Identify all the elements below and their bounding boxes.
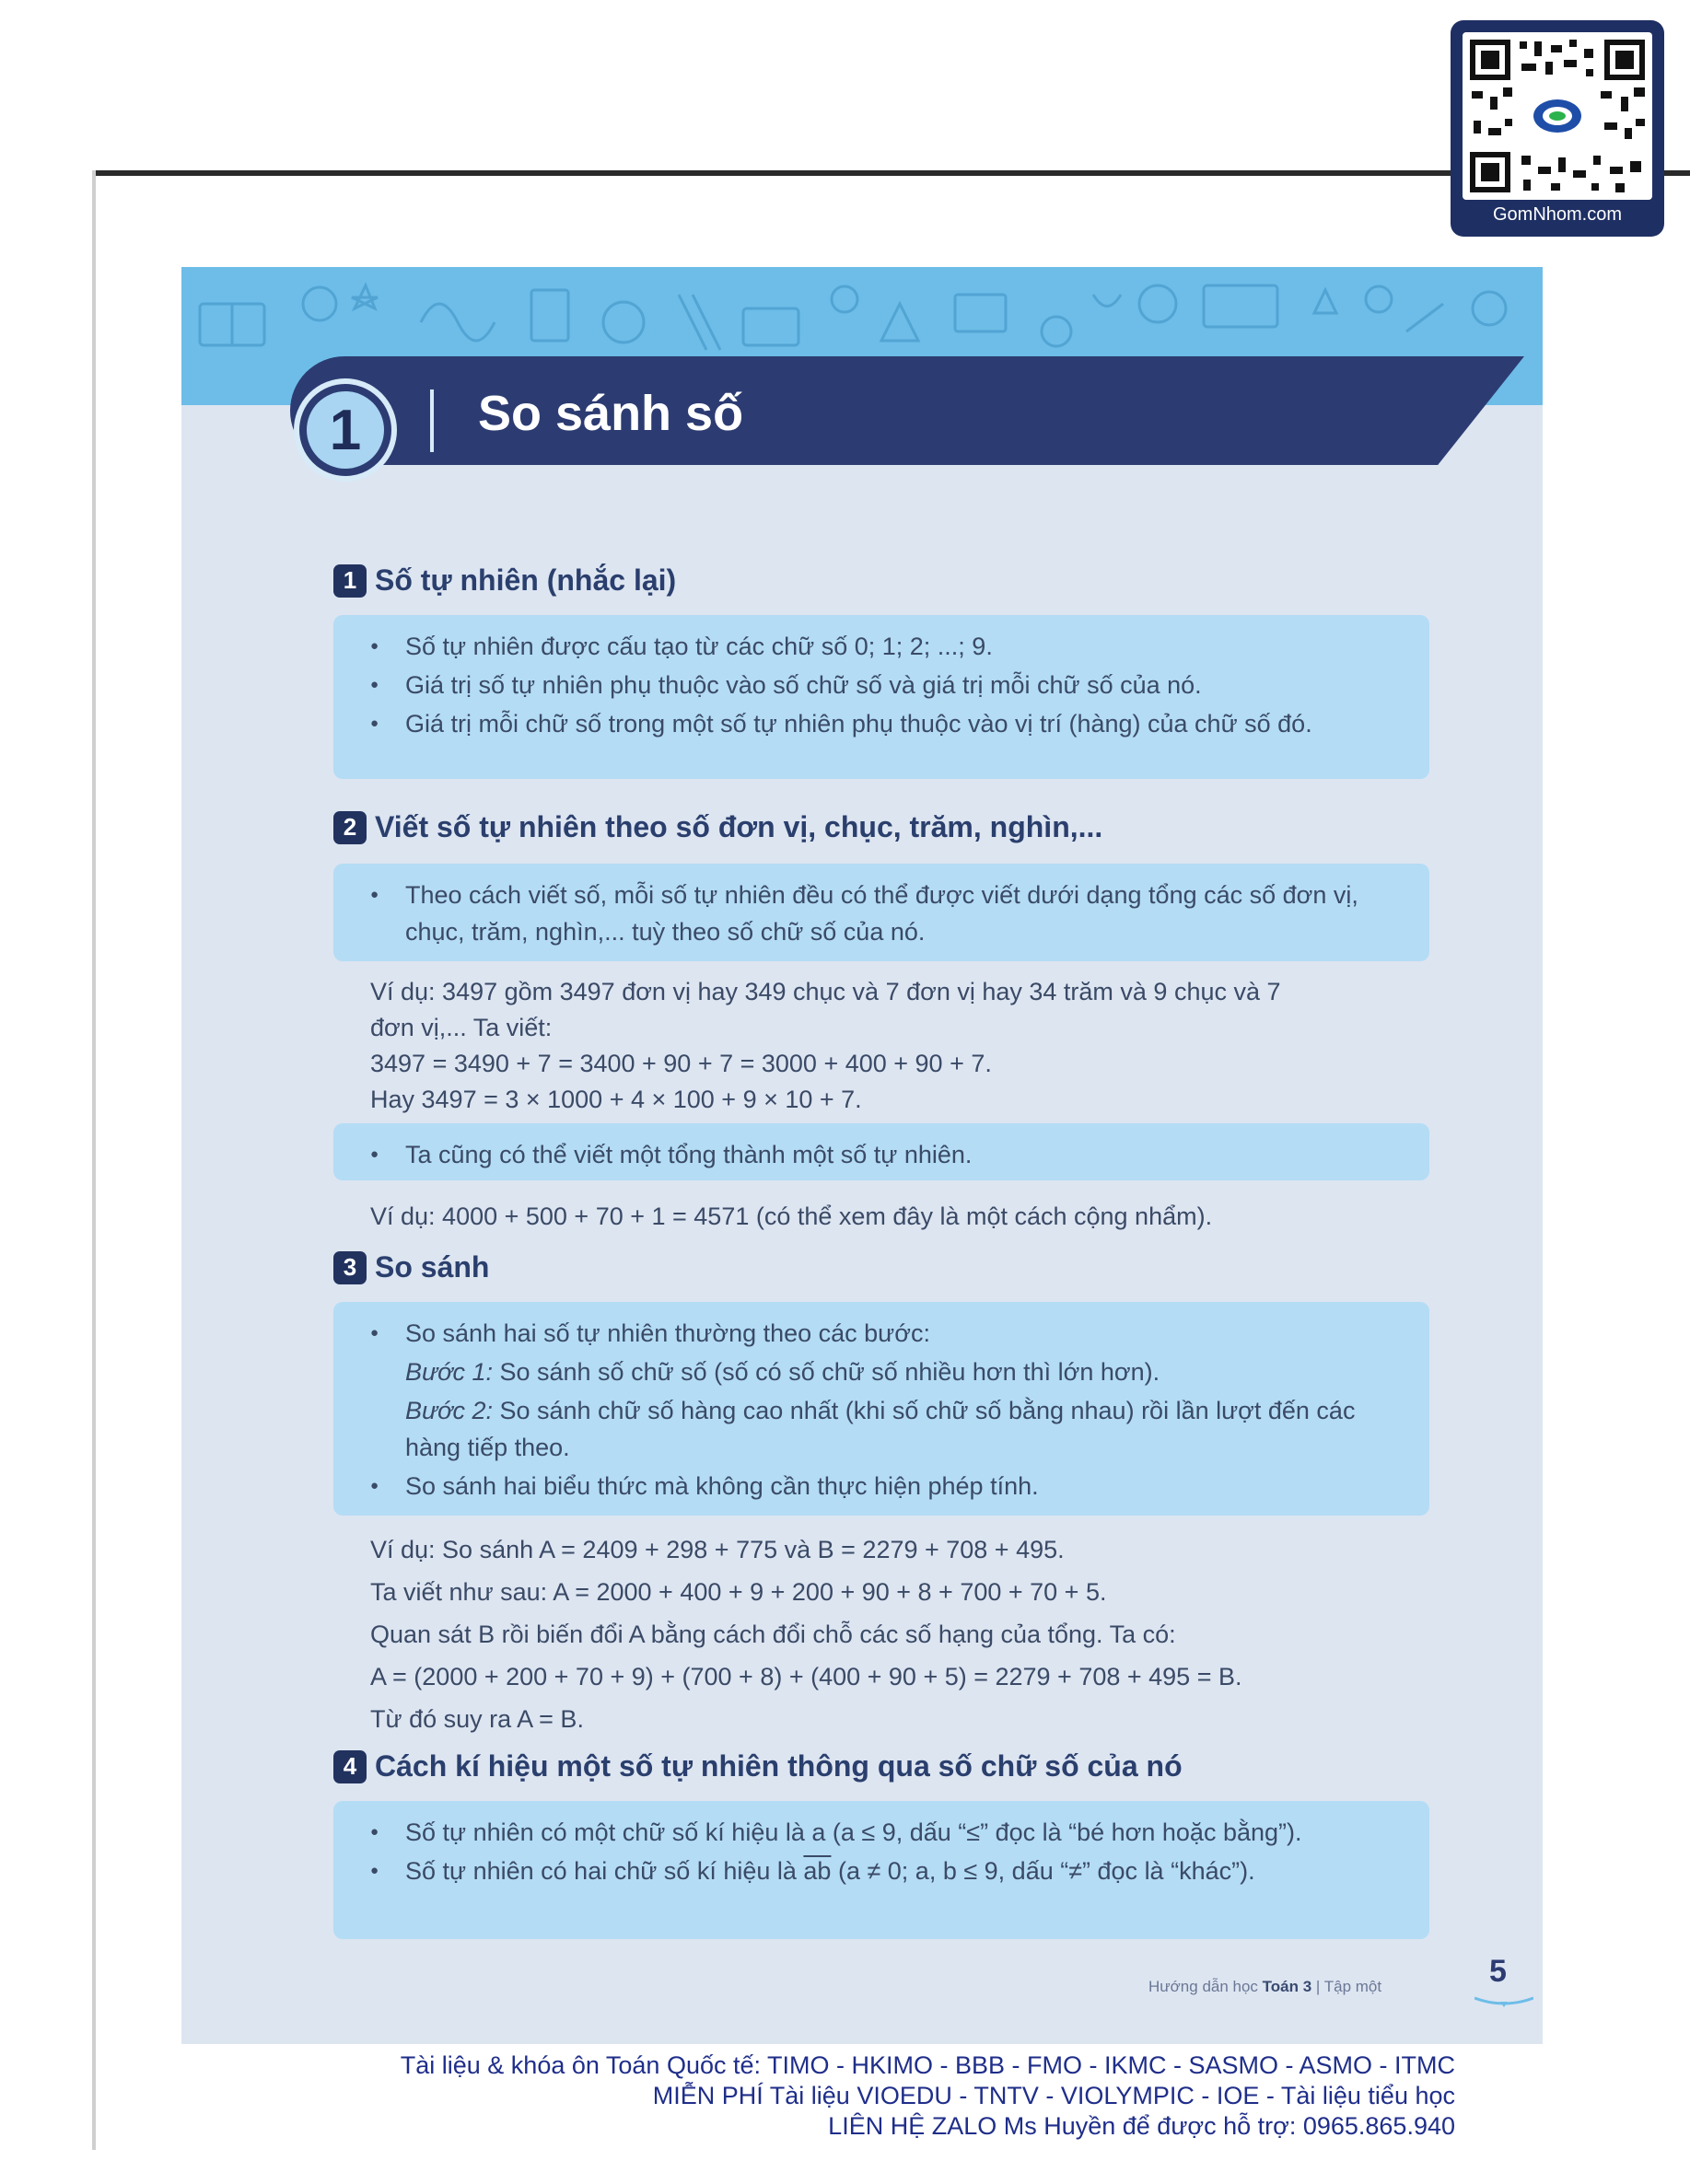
two-digit-symbol: $\overline{ab}$ <box>803 1857 832 1885</box>
bullet-item: ● Số tự nhiên có một chữ số kí hiệu là a (a ≤ 9, dấu “≤” đọc là “bé hơn hoặc bằng”). <box>405 1814 1402 1851</box>
bullet-item: ● Giá trị mỗi chữ số trong một số tự nhiên phụ thuộc vào vị trí (hàng) của chữ số đó. <box>405 705 1402 742</box>
section-3-heading <box>333 1250 489 1284</box>
example-line: A = (2000 + 200 + 70 + 9) + (700 + 8) + (400 + 90 + 5) = 2279 + 708 + 495 = B. <box>370 1663 1242 1690</box>
book-title: Toán 3 <box>1262 1978 1312 1995</box>
lesson-number: 1 <box>307 391 384 469</box>
step-text: So sánh số chữ số (số có số chữ số nhiều hơn thì lớn hơn). <box>492 1358 1160 1386</box>
section-number: 3 <box>333 1251 367 1284</box>
example-line: Hay 3497 = 3 × 1000 + 4 × 100 + 9 × 10 + 7. <box>370 1086 862 1113</box>
bullet-item: ● Giá trị số tự nhiên phụ thuộc vào số chữ số và giá trị mỗi chữ số của nó. <box>405 667 1402 703</box>
section-number: 4 <box>333 1750 367 1783</box>
example-line: Ví dụ: 3497 gồm 3497 đơn vị hay 349 chục và 7 đơn vị hay 34 trăm và 9 chục và 7 <box>370 978 1281 1005</box>
bullet-item <box>405 1853 1402 1889</box>
promo-line: LIÊN HỆ ZALO Ms Huyền để được hỗ trợ: 0965.865.940 <box>828 2112 1455 2140</box>
bullet-item: ● So sánh hai biểu thức mà không cần thực hiện phép tính. <box>405 1468 1402 1504</box>
qr-code <box>1463 32 1652 200</box>
bullet-item: ● Ta cũng có thể viết một tổng thành một số tự nhiên. <box>405 1136 1402 1173</box>
step-label: Bước 1: <box>405 1358 493 1386</box>
step-1 <box>405 1353 1402 1390</box>
section-title: Viết số tự nhiên theo số đơn vị, chục, trăm, nghìn,... <box>375 810 1103 843</box>
step-text: So sánh chữ số hàng cao nhất (khi số chữ số bằng nhau) rồi lần lượt đến các hàng tiếp theo. <box>405 1397 1356 1461</box>
step-2 <box>405 1392 1402 1466</box>
section-2-example-2 <box>370 1199 1429 1235</box>
book-label <box>1148 1978 1381 1996</box>
book-label-prefix: Hướng dẫn học <box>1148 1978 1263 1995</box>
section-2-box <box>333 864 1429 961</box>
title-divider <box>430 389 434 452</box>
section-number: 2 <box>333 811 367 844</box>
example-line: Quan sát B rồi biến đổi A bằng cách đổi chỗ các số hạng của tổng. Ta có: <box>370 1621 1176 1648</box>
promo-line: Tài liệu & khóa ôn Toán Quốc tế: TIMO - HKIMO - BBB - FMO - IKMC - SASMO - ASMO - ITMC <box>400 2051 1455 2079</box>
section-2-box-2 <box>333 1123 1429 1180</box>
bullet-prefix: Số tự nhiên có hai chữ số kí hiệu là <box>405 1857 804 1885</box>
section-3-example <box>370 1528 1429 1740</box>
section-1-heading <box>333 563 676 598</box>
promo-footer <box>401 2050 1455 2142</box>
section-title: Số tự nhiên (nhắc lại) <box>375 563 677 597</box>
section-title: Cách kí hiệu một số tự nhiên thông qua số chữ số của nó <box>375 1749 1183 1783</box>
qr-code-card[interactable] <box>1451 20 1664 237</box>
promo-line: MIỄN PHÍ Tài liệu VIOEDU - TNTV - VIOLYMPIC - IOE - Tài liệu tiểu học <box>652 2082 1455 2109</box>
section-number: 1 <box>333 564 367 598</box>
title-bar <box>290 356 1524 465</box>
section-2-example <box>370 974 1429 1118</box>
bullet-item: ● Số tự nhiên được cấu tạo từ các chữ số 0; 1; 2; ...; 9. <box>405 628 1402 665</box>
book-label-suffix: | Tập một <box>1311 1978 1382 1995</box>
qr-code-icon <box>1463 32 1652 200</box>
page-number: 5 <box>1489 1954 1507 1989</box>
example-line: Từ đó suy ra A = B. <box>370 1705 584 1733</box>
section-4-box <box>333 1801 1429 1939</box>
example-line: đơn vị,... Ta viết: <box>370 1014 553 1041</box>
page-edge-left <box>92 170 96 2150</box>
example-line: Ví dụ: So sánh A = 2409 + 298 + 775 và B = 2279 + 708 + 495. <box>370 1536 1065 1563</box>
section-1-box <box>333 615 1429 779</box>
example-line: Ví dụ: 4000 + 500 + 70 + 1 = 4571 (có thể xem đây là một cách cộng nhẩm). <box>370 1202 1213 1230</box>
bullet-item: ● Theo cách viết số, mỗi số tự nhiên đều có thể được viết dưới dạng tổng các số đơn vị, chục, trăm, nghìn,... tuỳ theo số chữ số của nó. <box>405 877 1402 950</box>
qr-caption: GomNhom.com <box>1492 204 1623 225</box>
section-3-box <box>333 1302 1429 1516</box>
step-label: Bước 2: <box>405 1397 493 1424</box>
bullet-item: ● So sánh hai số tự nhiên thường theo các bước: <box>405 1315 1402 1352</box>
lesson-number-badge <box>294 378 397 482</box>
example-line: Ta viết như sau: A = 2000 + 400 + 9 + 200 + 90 + 8 + 700 + 70 + 5. <box>370 1578 1107 1606</box>
section-2-heading <box>333 810 1102 844</box>
page-mark-icon <box>1474 1996 1533 2009</box>
example-line: 3497 = 3490 + 7 = 3400 + 90 + 7 = 3000 + 400 + 90 + 7. <box>370 1050 992 1077</box>
section-title: So sánh <box>375 1250 490 1284</box>
textbook-page <box>181 267 1543 2044</box>
bullet-suffix: (a ≠ 0; a, b ≤ 9, dấu “≠” đọc là “khác”). <box>831 1857 1255 1885</box>
section-4-heading <box>333 1749 1183 1783</box>
lesson-title: So sánh số <box>478 386 744 441</box>
